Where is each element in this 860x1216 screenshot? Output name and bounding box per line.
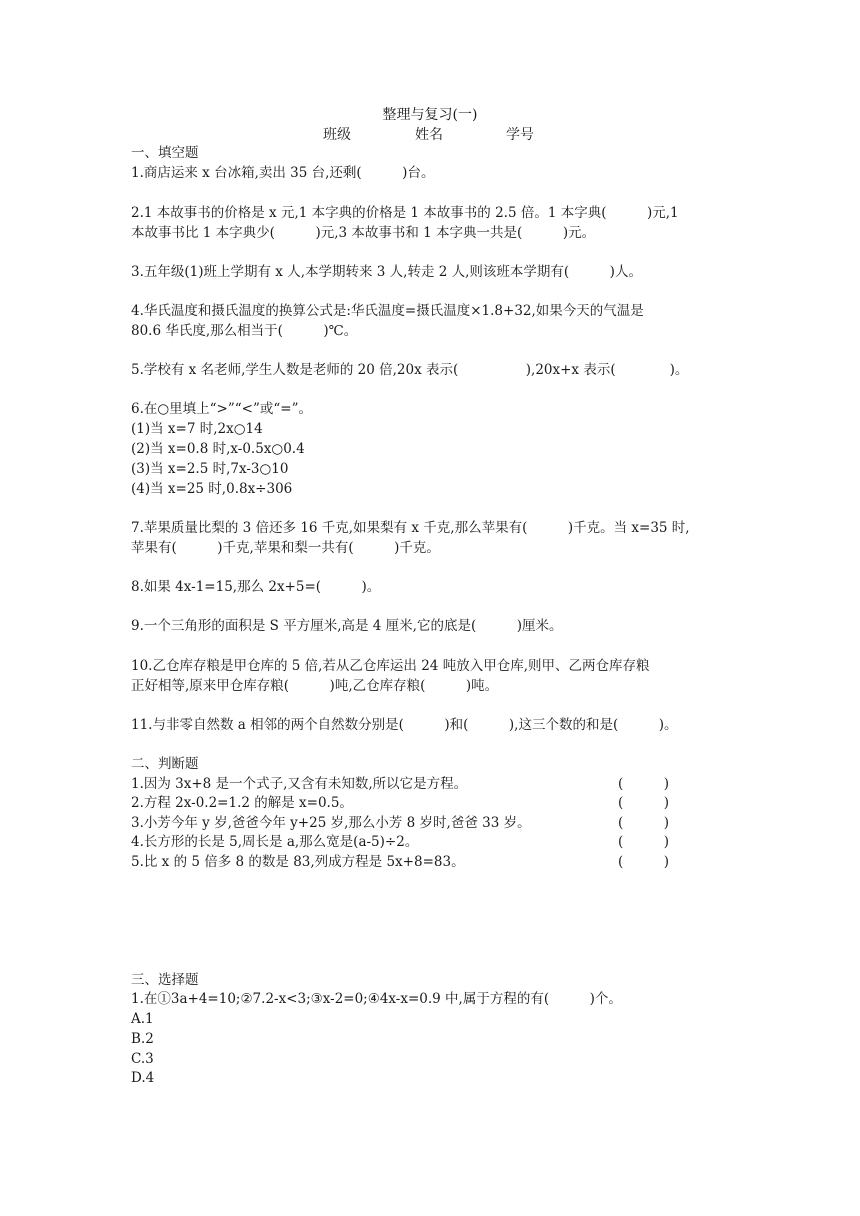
question-line: 7.苹果质量比梨的 3 倍还多 16 千克,如果梨有 x 千克,那么苹果有( )千克。当 x=35 时, <box>131 520 690 536</box>
question-line: 8.如果 4x-1=15,那么 2x+5=( )。 <box>131 579 381 595</box>
judge-item: 5.比 x 的 5 倍多 8 的数是 83,列成方程是 5x+8=83。 <box>131 854 465 870</box>
judge-answer-blank[interactable]: ( ) <box>618 776 670 792</box>
choice-option[interactable]: C.3 <box>131 1051 154 1067</box>
question-line: 9.一个三角形的面积是 S 平方厘米,高是 4 厘米,它的底是( )厘米。 <box>131 618 563 634</box>
choice-question: 1.在①3a+4=10;②7.2-x<3;③x-2=0;④4x-x=0.9 中,属于方程的有( )个。 <box>131 991 622 1007</box>
choice-option[interactable]: D.4 <box>131 1070 155 1086</box>
choice-option[interactable]: A.1 <box>131 1011 154 1027</box>
question-line: 1.商店运来 x 台冰箱,卖出 35 台,还剩( )台。 <box>131 165 435 181</box>
question-line: (2)当 x=0.8 时,x-0.5x○0.4 <box>131 441 305 457</box>
judge-answer-blank[interactable]: ( ) <box>618 854 670 870</box>
question-line: 4.华氏温度和摄氏温度的换算公式是:华氏温度=摄氏温度×1.8+32,如果今天的气温是 <box>131 303 644 319</box>
number-label: 学号 <box>506 127 534 143</box>
class-label: 班级 <box>323 127 351 143</box>
question-line: 80.6 华氏度,那么相当于( )℃。 <box>131 323 358 339</box>
question-line: 11.与非零自然数 a 相邻的两个自然数分别是( )和( ),这三个数的和是( )。 <box>131 717 678 733</box>
page-title: 整理与复习(一) <box>382 107 478 123</box>
question-line: (4)当 x=25 时,0.8x÷306 <box>131 481 293 497</box>
judge-answer-blank[interactable]: ( ) <box>618 815 670 831</box>
judge-item: 3.小芳今年 y 岁,爸爸今年 y+25 岁,那么小芳 8 岁时,爸爸 33 岁。 <box>131 815 531 831</box>
section-heading-choice: 三、选择题 <box>131 972 199 988</box>
question-line: 2.1 本故事书的价格是 x 元,1 本字典的价格是 1 本故事书的 2.5 倍。1 本字典( )元,1 <box>131 205 679 221</box>
question-line: 正好相等,原来甲仓库存粮( )吨,乙仓库存粮( )吨。 <box>131 678 499 694</box>
question-line: 6.在○里填上“>”“<”或“=”。 <box>131 401 313 417</box>
name-label: 姓名 <box>415 127 443 143</box>
judge-answer-blank[interactable]: ( ) <box>618 795 670 811</box>
judge-item: 1.因为 3x+8 是一个式子,又含有未知数,所以它是方程。 <box>131 776 468 792</box>
question-line: 苹果有( )千克,苹果和梨一共有( )千克。 <box>131 540 440 556</box>
question-line: 3.五年级(1)班上学期有 x 人,本学期转来 3 人,转走 2 人,则该班本学期有( )人。 <box>131 264 642 280</box>
question-line: (1)当 x=7 时,2x○14 <box>131 421 263 437</box>
section-heading-fill: 一、填空题 <box>131 145 199 161</box>
question-line: 本故事书比 1 本字典少( )元,3 本故事书和 1 本字典一共是( )元。 <box>131 225 596 241</box>
question-line: 5.学校有 x 名老师,学生人数是老师的 20 倍,20x 表示( ),20x+x 表示( )。 <box>131 362 689 378</box>
question-line: 10.乙仓库存粮是甲仓库的 5 倍,若从乙仓库运出 24 吨放入甲仓库,则甲、乙两仓库存粮 <box>131 658 650 674</box>
judge-item: 2.方程 2x-0.2=1.2 的解是 x=0.5。 <box>131 795 353 811</box>
judge-answer-blank[interactable]: ( ) <box>618 834 670 850</box>
choice-option[interactable]: B.2 <box>131 1031 154 1047</box>
judge-item: 4.长方形的长是 5,周长是 a,那么宽是(a-5)÷2。 <box>131 834 419 850</box>
question-line: (3)当 x=2.5 时,7x-3○10 <box>131 461 289 477</box>
section-heading-judge: 二、判断题 <box>131 756 199 772</box>
